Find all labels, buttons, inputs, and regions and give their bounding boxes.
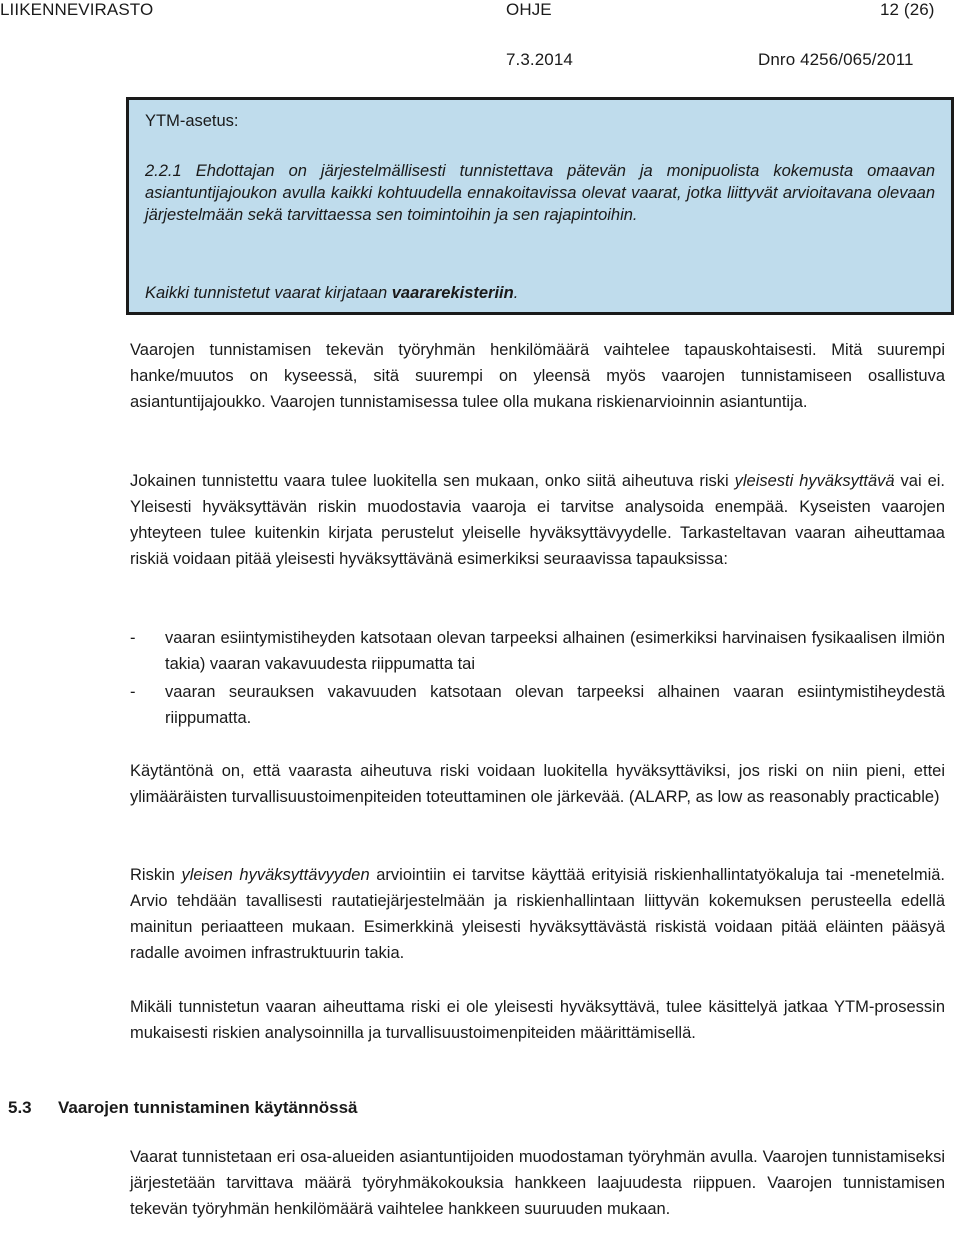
list-item — [130, 679, 945, 731]
paragraph-workgroup-size: Vaarojen tunnistamisen tekevän työryhmän henkilömäärä vaihtelee tapauskohtaisesti. Mitä suurempi hanke/muutos on kyseessä, sitä suurempi on yleensä myös vaarojen tunnistamiseen osallistuva asiantuntijajoukko. Vaarojen tunnistamisessa tulee olla mukana riskienarvioinnin asiantuntija. — [130, 341, 945, 411]
section-number: 5.3 — [8, 1098, 32, 1117]
list-item — [130, 625, 945, 677]
regulation-paragraph: 2.2.1 Ehdottajan on järjestelmällisesti tunnistettava pätevän ja monipuolista kokemusta omaavan asiantuntijajoukon avulla kaikki kohtuudella ennakoitavissa olevat vaarat, jotka liittyvät arvioitavana olevaan järjestelmään sekä tarvittaessa sen toimintoihin ja sen rajapintoihin. — [145, 162, 935, 224]
document-type: OHJE — [506, 0, 552, 19]
paragraph-alarp: Käytäntönä on, että vaarasta aiheutuva riski voidaan luokitella hyväksyttäviksi, jos riski on niin pieni, ettei ylimääräisten turvallisuustoimenpiteiden toteuttaminen ole järkevää. (ALARP, as low as reasonably practicable) — [130, 762, 945, 806]
paragraph-acceptability-text-2: vai ei. Yleisesti hyväksyttävän riskin muodostavia vaaroja ei tarvitse analysoida enempää. Kyseisten vaarojen yhteyteen tulee kuitenkin kirjata perustelut yleiselle hyväksyttävyydelle. Tarkasteltavan vaaran aiheuttamaa riskiä voidaan pitää yleisesti hyväksyttävänä esimerkiksi seuraavissa tapauksissa: — [130, 472, 945, 568]
bullet-text: vaaran esiintymistiheyden katsotaan olevan tarpeeksi alhainen (esimerkiksi harvinaisen fysikaalisen ilmiön takia) vaaran vakavuudesta riippumatta tai — [165, 629, 945, 673]
paragraph-general-acceptability-text-2: arviointiin ei tarvitse käyttää erityisiä riskienhallintatyökaluja tai -menetelmiä. Arvio tehdään tavallisesti rautatiejärjestelmään ja riskienhallintaan liittyvän kokemuksen perusteella edellä mainitun periaatteen mukaan. Esimerkkinä yleisesti hyväksyttävästä riskistä voidaan pitää eläinten pääsyä radalle avoimen infrastruktuurin takia. — [130, 866, 945, 962]
regulation-note — [145, 282, 935, 304]
paragraph-not-acceptable: Mikäli tunnistetun vaaran aiheuttama riski ei ole yleisesti hyväksyttävä, tulee käsittelyä jatkaa YTM-prosessin mukaisesti riskien analysoinnilla ja turvallisuustoimenpiteiden määrittämisellä. — [130, 998, 945, 1042]
regulation-title: YTM-asetus: — [145, 112, 239, 130]
paragraph-general-acceptability-italic: yleisen hyväksyttävyyden — [181, 866, 370, 884]
bullet-text: vaaran seurauksen vakavuuden katsotaan olevan tarpeeksi alhainen vaaran esiintymistiheydestä riippumatta. — [165, 683, 945, 727]
regulation-quote-box — [126, 97, 954, 315]
section-title: Vaarojen tunnistaminen käytännössä — [58, 1098, 358, 1117]
paragraph-acceptability — [130, 468, 945, 572]
paragraph-acceptability-text-1: Jokainen tunnistettu vaara tulee luokitella sen mukaan, onko siitä aiheutuva riski — [130, 472, 735, 490]
bullet-dash: - — [130, 683, 136, 701]
bullet-dash: - — [130, 629, 136, 647]
organization-name: LIIKENNEVIRASTO — [0, 0, 154, 19]
paragraph-general-acceptability — [130, 862, 945, 966]
paragraph-general-acceptability-text-1: Riskin — [130, 866, 182, 884]
regulation-note-end: . — [513, 284, 519, 302]
page-number: 12 (26) — [880, 0, 935, 19]
paragraph-acceptability-italic: yleisesti hyväksyttävä — [734, 472, 895, 490]
regulation-note-emphasis: vaararekisteriin — [391, 284, 514, 302]
paragraph-identification-practice: Vaarat tunnistetaan eri osa-alueiden asiantuntijoiden muodostaman työryhmän avulla. Vaarojen tunnistamiseksi järjestetään tarvittava määrä työryhmäkokouksia hankkeen laajuudesta riippuen. Vaarojen tunnistamisen tekevän työryhmän henkilömäärä vaihtelee hankkeen suuruuden mukaan. — [130, 1148, 945, 1218]
document-reference-number: Dnro 4256/065/2011 — [758, 50, 914, 69]
document-date: 7.3.2014 — [506, 50, 573, 69]
regulation-note-text: Kaikki tunnistetut vaarat kirjataan — [145, 284, 392, 302]
